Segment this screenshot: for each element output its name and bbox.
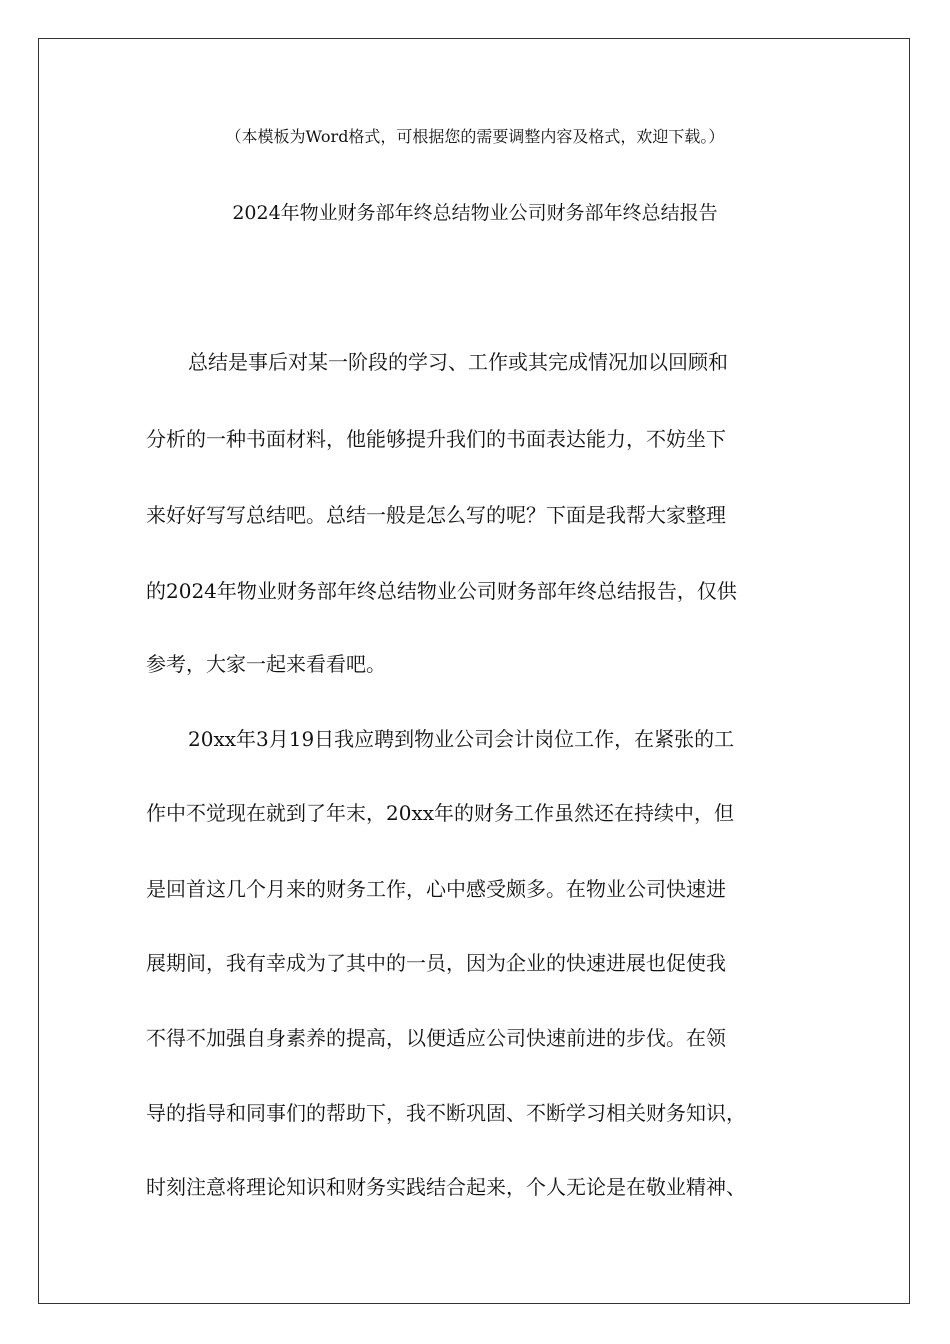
paragraph-2-line-1: 20xx年3月19日我应聘到物业公司会计岗位工作，在紧张的工: [188, 727, 735, 751]
paragraph-1-line-3: 来好好写写总结吧。总结一般是怎么写的呢？下面是我帮大家整理: [146, 503, 726, 527]
template-note: （本模板为Word格式，可根据您的需要调整内容及格式，欢迎下载。）: [225, 127, 725, 146]
paragraph-1-line-5: 参考，大家一起来看看吧。: [146, 652, 386, 676]
paragraph-2-line-4: 展期间，我有幸成为了其中的一员，因为企业的快速进展也促使我: [146, 951, 726, 975]
paragraph-2-line-7: 时刻注意将理论知识和财务实践结合起来，个人无论是在敬业精神、: [146, 1175, 746, 1199]
paragraph-1-line-4: 的2024年物业财务部年终总结物业公司财务部年终总结报告，仅供: [146, 579, 737, 603]
paragraph-1-line-1: 总结是事后对某一阶段的学习、工作或其完成情况加以回顾和: [188, 350, 728, 374]
document-title: 2024年物业财务部年终总结物业公司财务部年终总结报告: [232, 202, 718, 224]
paragraph-2-line-6: 导的指导和同事们的帮助下，我不断巩固、不断学习相关财务知识，: [146, 1101, 746, 1125]
paragraph-1-line-2: 分析的一种书面材料，他能够提升我们的书面表达能力，不妨坐下: [146, 427, 726, 451]
paragraph-2-line-5: 不得不加强自身素养的提高，以便适应公司快速前进的步伐。在领: [146, 1026, 726, 1050]
paragraph-2-line-2: 作中不觉现在就到了年末，20xx年的财务工作虽然还在持续中，但: [146, 801, 735, 825]
paragraph-2-line-3: 是回首这几个月来的财务工作，心中感受颇多。在物业公司快速进: [146, 877, 726, 901]
